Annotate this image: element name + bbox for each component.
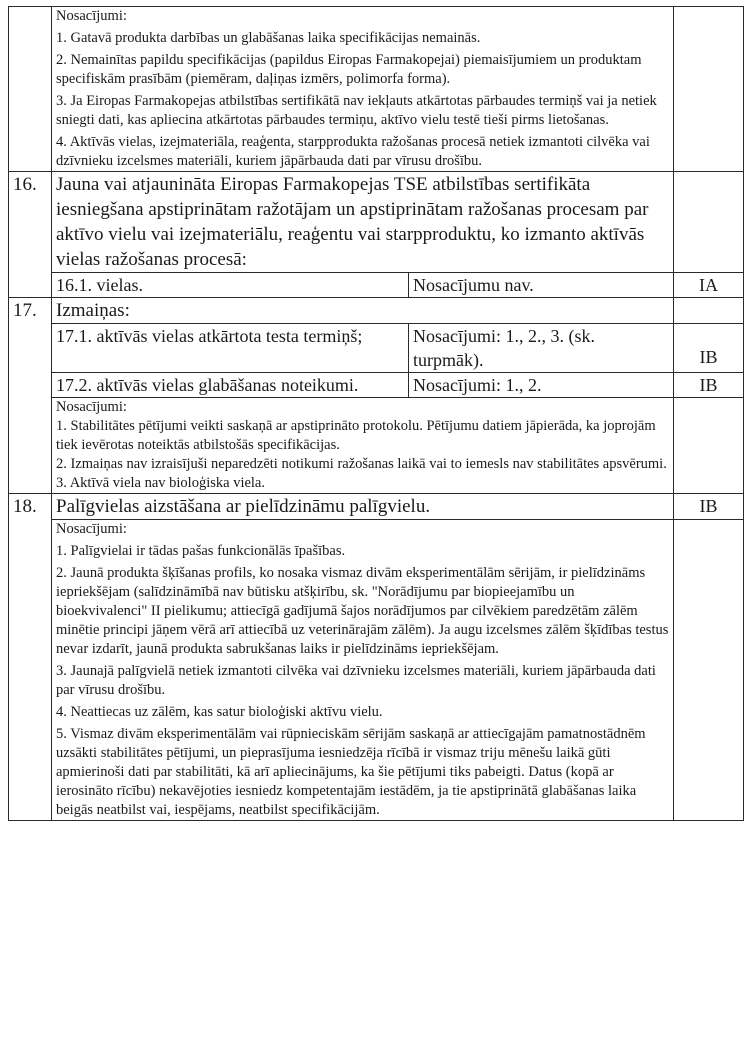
condition-item: 4. Neattiecas uz zālēm, kas satur bioloģiski aktīvu vielu. (56, 704, 383, 720)
conditions-block (52, 7, 674, 172)
procedure-type: IA (674, 273, 744, 298)
procedure-type: IB (674, 494, 744, 520)
type-cell-empty (674, 398, 744, 494)
number-cell-empty (9, 7, 52, 172)
procedure-type: IB (674, 324, 744, 373)
item-description: Palīgvielas aizstāšana ar pielīdzināmu palīgvielu. (52, 494, 674, 520)
variations-table (8, 6, 744, 821)
condition-item: 2. Jaunā produkta šķīšanas profils, ko nosaka vismaz divām eksperimentālām sērijām, ir pielīdzināms iepriekšējam (salīdzināmībā nav būtisku atšķirību, sk. "Norādījumu par biopieejamību un bioekvivalenci" II pielikumu; attiecīgā gadījumā šajos norādījumos par cilvēkiem paredzētām zālēm minētie principi jāņem vērā arī attiecībā uz veterinārajām zālēm). Ja augu izcelsmes zālēm šķīdības testus nevar izdarīt, jaunā produkta sabrukšanas laiks ir pielīdzināms iepriekšējam. (56, 565, 669, 657)
sub-item-conditions: Nosacījumi: 1., 2., 3. (sk. turpmāk). (409, 324, 674, 373)
type-cell-empty (674, 298, 744, 324)
condition-item: 5. Vismaz divām eksperimentālām vai rūpnieciskām sērijām saskaņā ar attiecīgajām pamatnostādnēm uzsākti stabilitātes pētījumi, un pieprasījuma iesniedzēja rīcībā ir vismaz triju mēnešu laikā gūti apmierinoši dati par stabilitāti, kā arī apliecinājums, ka šie pētījumi tiks pabeigti. Datus (kopā ar ierosināto rīcību) nekavējoties iesniedz kompetentajām iestādēm, ja tie apstiprinātā glabāšanas laika beigās neatbilst vai, iespējams, neatbilst specifikācijām. (56, 726, 646, 818)
condition-item: 3. Aktīvā viela nav bioloģiska viela. (56, 475, 265, 491)
type-cell-empty (674, 172, 744, 273)
procedure-type: IB (674, 373, 744, 398)
item-description: Izmaiņas: (52, 298, 674, 324)
condition-item: 3. Ja Eiropas Farmakopejas atbilstības sertifikātā nav iekļauts atkārtotas pārbaudes termiņš vai ja netiek sniegti dati, kas apliecina atkārtotas pārbaudes termiņu, aktīvo vielu testē tieši pirms lietošanas. (56, 93, 657, 128)
type-cell-empty (674, 520, 744, 821)
table-row-item-18 (9, 494, 744, 520)
item-number: 17. (9, 298, 52, 494)
condition-item: 1. Palīgvielai ir tādas pašas funkcionālās īpašības. (56, 543, 346, 559)
table-row-item-18-conditions (9, 520, 744, 821)
table-row-item-16 (9, 172, 744, 273)
type-cell-empty (674, 7, 744, 172)
sub-item-label: 17.1. aktīvās vielas atkārtota testa termiņš; (52, 324, 409, 373)
conditions-title: Nosacījumi: (56, 8, 127, 24)
condition-item: 1. Stabilitātes pētījumi veikti saskaņā ar apstiprināto protokolu. Pētījumu datiem jāpierāda, ka joprojām tiek ievērotas noteiktās atbilstošās specifikācijas. (56, 418, 656, 453)
conditions-title: Nosacījumi: (56, 521, 127, 537)
table-row-item-17 (9, 298, 744, 324)
sub-item-label: 16.1. vielas. (52, 273, 409, 298)
table-row-top-conditions (9, 7, 744, 172)
condition-item: 4. Aktīvās vielas, izejmateriāla, reaģenta, starpprodukta ražošanas procesā netiek izmantoti cilvēka vai dzīvnieku izcelsmes materiāli, kuriem jāpārbauda dati par vīrusu drošību. (56, 134, 650, 169)
sub-item-conditions: Nosacījumi: 1., 2. (409, 373, 674, 398)
conditions-title: Nosacījumi: (56, 399, 127, 415)
table-row-item-17-conditions (9, 398, 744, 494)
sub-item-label: 17.2. aktīvās vielas glabāšanas noteikumi. (52, 373, 409, 398)
condition-item: 2. Nemainītas papildu specifikācijas (papildus Eiropas Farmakopejai) piemaisījumiem un produktam specifiskām prasībām (piemēram, daļiņas izmērs, polimorfa forma). (56, 52, 642, 87)
condition-item: 2. Izmaiņas nav izraisījuši neparedzēti notikumi ražošanas laikā vai to iemesls nav stabilitātes apsvērumi. (56, 456, 667, 472)
item-number: 18. (9, 494, 52, 821)
conditions-block (52, 520, 674, 821)
sub-item-conditions: Nosacījumu nav. (409, 273, 674, 298)
item-number: 16. (9, 172, 52, 298)
condition-item: 1. Gatavā produkta darbības un glabāšanas laika specifikācijas nemainās. (56, 30, 481, 46)
conditions-block (52, 398, 674, 494)
condition-item: 3. Jaunajā palīgvielā netiek izmantoti cilvēka vai dzīvnieku izcelsmes materiāli, kuriem jāpārbauda dati par vīrusu drošību. (56, 663, 656, 698)
table-row-item-17-2 (9, 373, 744, 398)
table-row-item-16-1 (9, 273, 744, 298)
item-description: Jauna vai atjaunināta Eiropas Farmakopejas TSE atbilstības sertifikāta iesniegšana apstiprinātam ražotājam un apstiprinātam ražošanas procesam par aktīvo vielu vai izejmateriālu, reaģentu vai starpproduktu, ko izmanto aktīvās vielas ražošanas procesā: (52, 172, 674, 273)
table-row-item-17-1 (9, 324, 744, 373)
